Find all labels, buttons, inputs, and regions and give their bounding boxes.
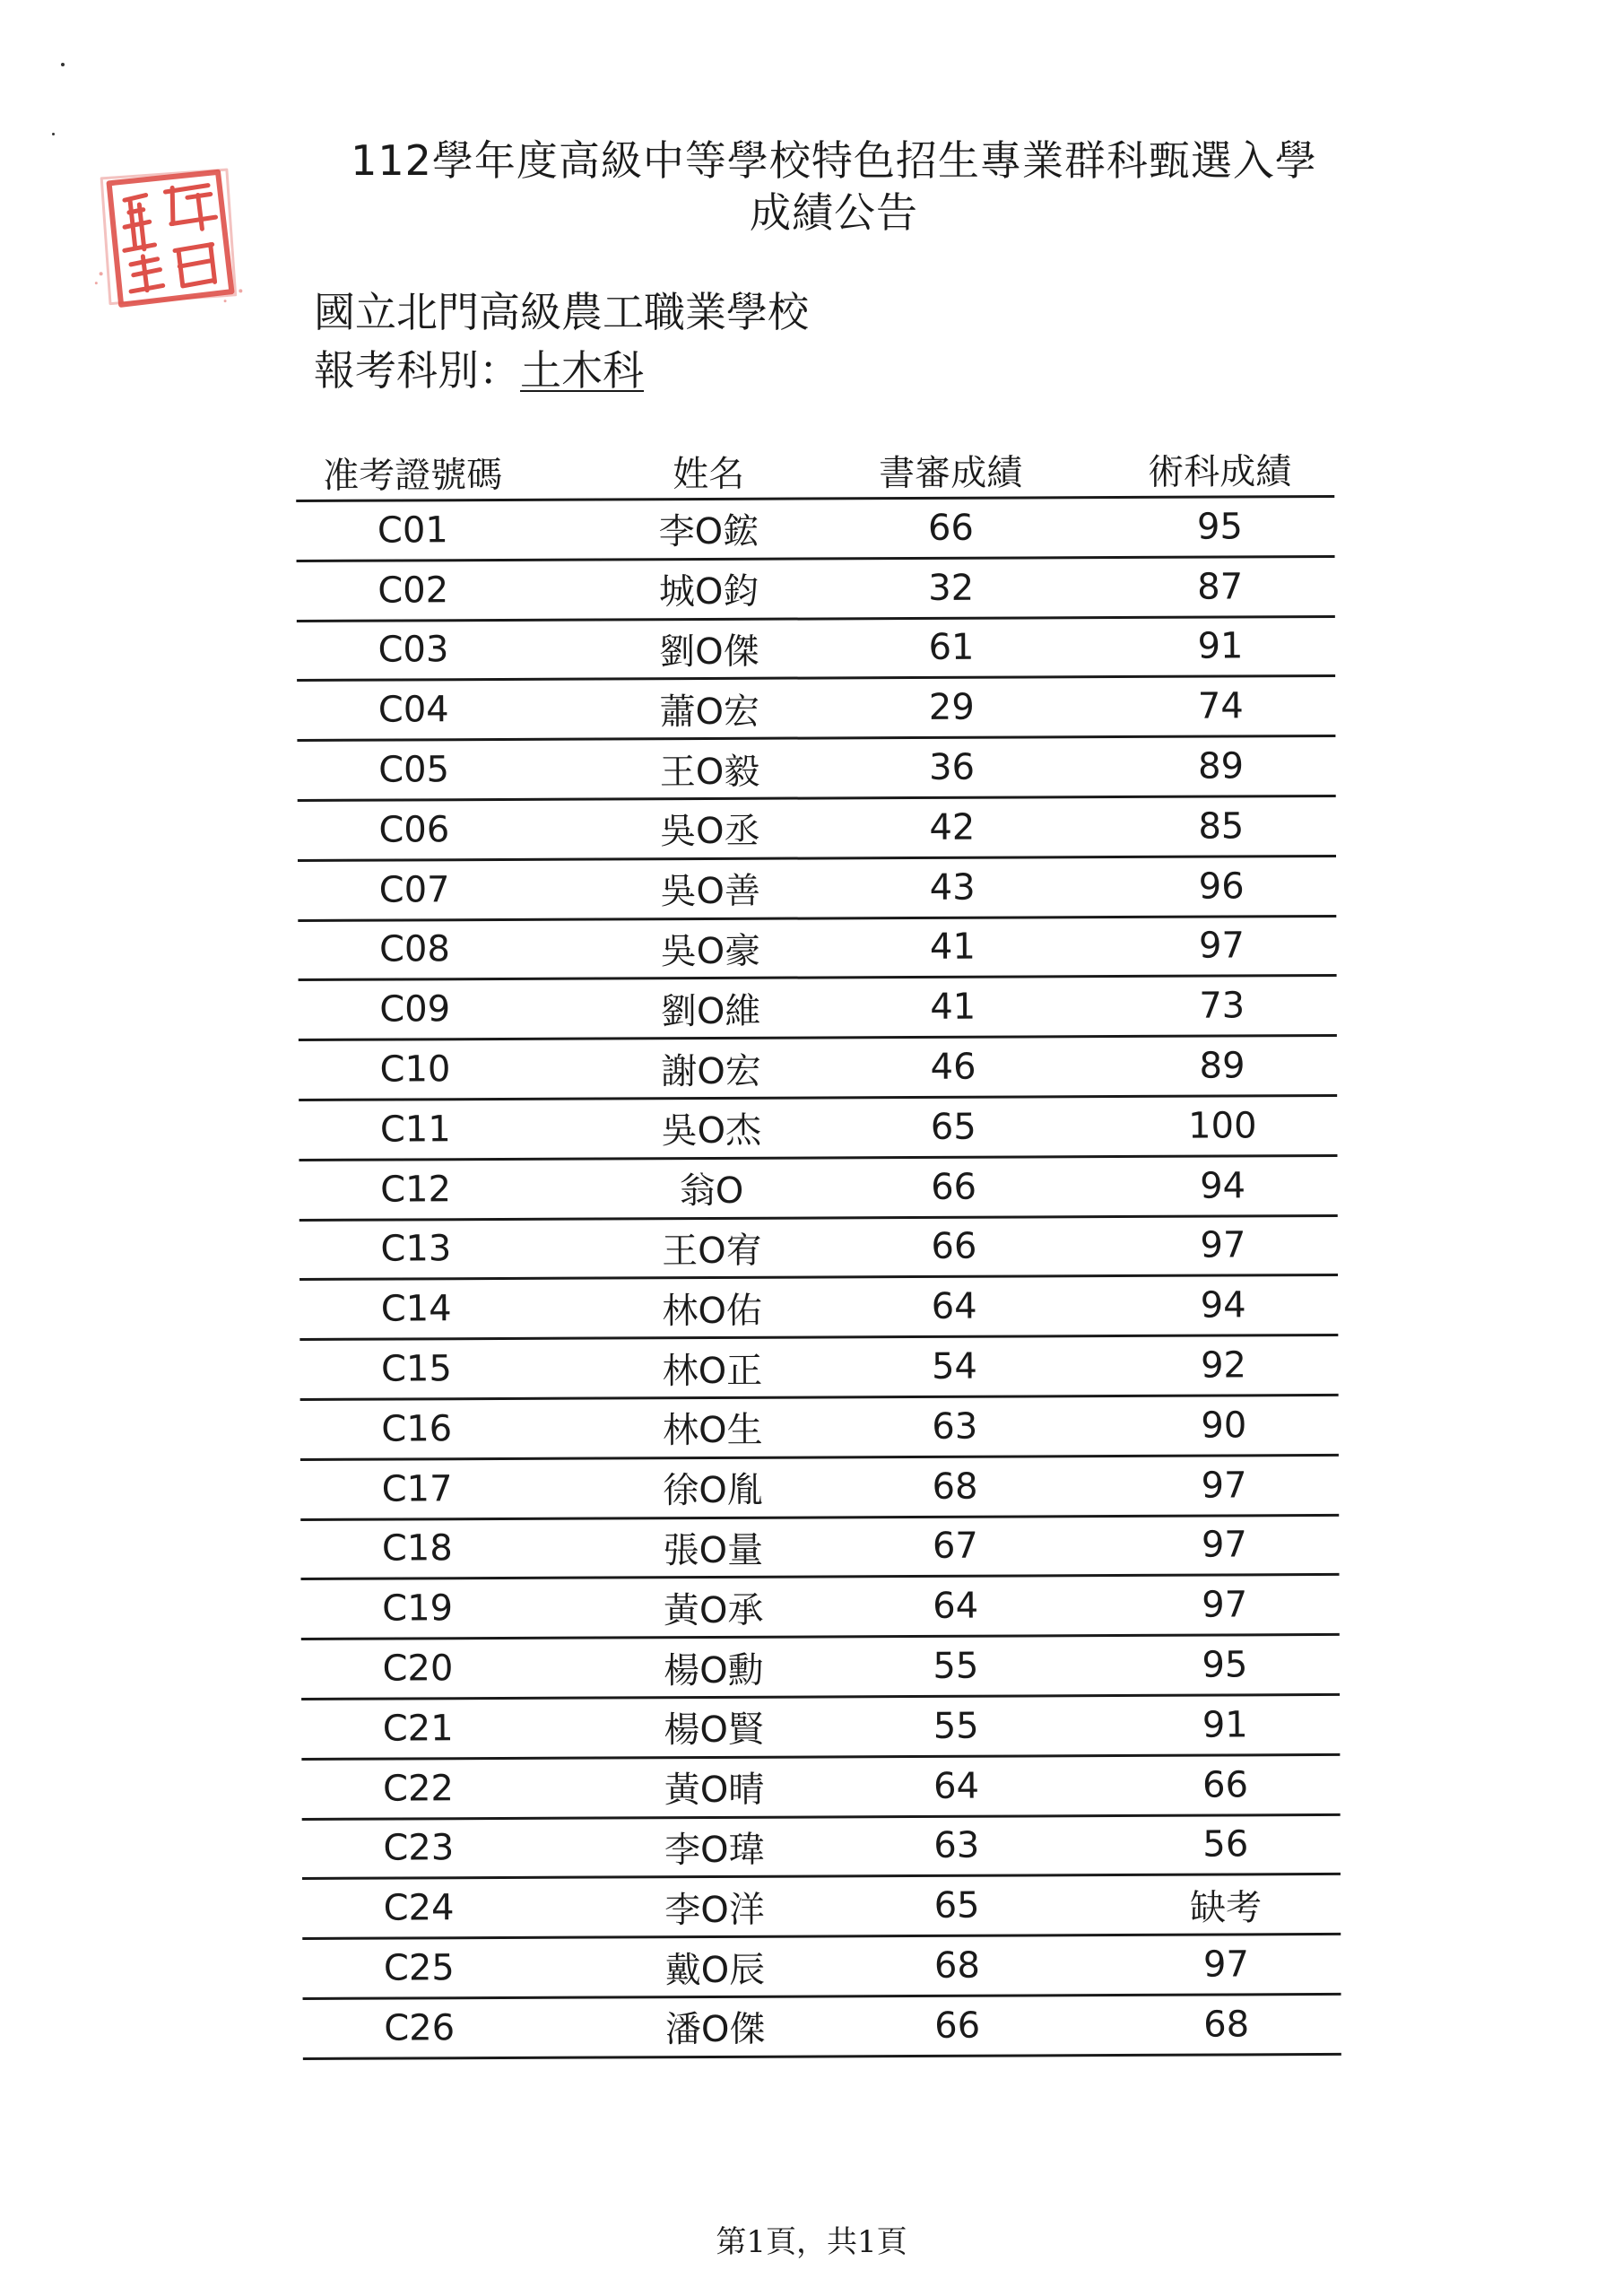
exam-number-cell: C19 [382, 1587, 454, 1630]
skill-score-cell: 92 [1200, 1344, 1247, 1387]
student-name-cell: 城O鈞 [658, 570, 759, 613]
skill-score-cell: 97 [1198, 925, 1245, 968]
student-name-cell: 王O毅 [659, 751, 760, 793]
table-header-row [296, 442, 1334, 502]
document-score-cell: 36 [929, 746, 976, 789]
document-score-cell: 61 [928, 627, 975, 669]
exam-number-cell: C05 [378, 749, 450, 791]
document-score-cell: 64 [933, 1765, 980, 1807]
student-name-cell: 吳O杰 [661, 1110, 762, 1152]
student-name-cell: 黃O承 [663, 1589, 764, 1631]
score-table [296, 442, 1341, 2060]
student-name-cell: 吳O丞 [660, 811, 760, 853]
header-exam-number: 准考證號碼 [323, 454, 503, 497]
title-line-1: 112學年度高級中等學校特色招生專業群科甄選入學 [351, 136, 1317, 185]
skill-score-cell: 97 [1202, 1944, 1249, 1986]
document-score-cell: 68 [932, 1465, 978, 1508]
department-label: 報考科別： [314, 346, 520, 395]
skill-score-cell: 97 [1200, 1224, 1246, 1267]
student-name-cell: 吳O豪 [660, 930, 761, 973]
table-row [301, 1756, 1340, 1821]
page-number-footer: 第1頁，共1頁 [716, 2224, 907, 2260]
table-row [299, 1097, 1337, 1161]
document-score-cell: 55 [933, 1705, 979, 1747]
exam-number-cell: C24 [383, 1887, 455, 1929]
skill-score-cell: 68 [1203, 2004, 1250, 2046]
document-score-cell: 43 [929, 866, 976, 909]
table-row [300, 1457, 1339, 1521]
student-name-cell: 謝O宏 [661, 1050, 761, 1092]
skill-score-cell: 89 [1198, 745, 1245, 787]
student-name-cell: 戴O辰 [664, 1949, 766, 1991]
student-name-cell: 吳O善 [660, 870, 761, 913]
student-name-cell: 翁O [679, 1170, 744, 1213]
table-row [298, 918, 1336, 982]
table-row [296, 498, 1334, 562]
table-row [297, 618, 1335, 683]
document-score-cell: 64 [931, 1285, 977, 1328]
exam-number-cell: C16 [381, 1408, 453, 1450]
exam-number-cell: C17 [381, 1467, 453, 1510]
document-score-cell: 29 [928, 686, 975, 729]
document-score-cell: 32 [928, 567, 975, 609]
document-score-cell: 46 [930, 1046, 976, 1088]
skill-score-cell: 85 [1198, 805, 1245, 848]
header-document-score: 書審成績 [879, 452, 1023, 495]
table-row [299, 1336, 1338, 1401]
skill-score-cell: 74 [1197, 685, 1244, 727]
exam-number-cell: C18 [381, 1527, 453, 1570]
skill-score-cell: 94 [1200, 1284, 1246, 1326]
skill-score-cell: 95 [1196, 506, 1243, 548]
exam-number-cell: C10 [379, 1048, 451, 1091]
table-row [299, 1217, 1338, 1282]
title-line-2: 成績公告 [750, 188, 918, 237]
table-row [299, 1157, 1337, 1222]
exam-number-cell: C04 [378, 689, 449, 731]
exam-number-cell: C02 [378, 569, 449, 612]
table-row [298, 857, 1336, 922]
table-row [302, 1935, 1341, 2000]
table-row [302, 1875, 1341, 1940]
exam-number-cell: C26 [384, 2007, 456, 2049]
skill-score-cell: 89 [1199, 1045, 1245, 1087]
student-name-cell: 潘O傑 [664, 2009, 766, 2051]
student-name-cell: 楊O勳 [664, 1649, 764, 1692]
student-name-cell: 王O宥 [662, 1230, 762, 1273]
skill-score-cell: 95 [1202, 1644, 1248, 1686]
document-score-cell: 66 [927, 507, 974, 549]
table-row [298, 797, 1336, 862]
student-name-cell: 劉O維 [660, 990, 761, 1032]
skill-score-cell: 87 [1197, 566, 1244, 608]
document-score-cell: 64 [933, 1585, 979, 1628]
exam-number-cell: C01 [377, 509, 448, 552]
student-name-cell: 楊O賢 [664, 1709, 765, 1752]
student-name-cell: 徐O胤 [663, 1469, 763, 1512]
student-name-cell: 黃O晴 [664, 1769, 765, 1812]
official-seal-stamp [81, 156, 252, 319]
document-score-cell: 65 [930, 1106, 976, 1148]
department-line [314, 345, 644, 396]
skill-score-cell: 56 [1202, 1823, 1249, 1866]
skill-score-cell: 91 [1197, 625, 1244, 668]
exam-number-cell: C08 [378, 928, 450, 971]
table-row [301, 1696, 1340, 1761]
skill-score-cell: 66 [1202, 1764, 1249, 1806]
student-name-cell: 蕭O宏 [659, 691, 760, 734]
table-row [299, 1276, 1338, 1341]
student-name-cell: 林O生 [662, 1410, 763, 1452]
document-score-cell: 67 [932, 1526, 978, 1568]
skill-score-cell: 96 [1198, 865, 1245, 908]
skill-score-cell: 97 [1201, 1524, 1247, 1567]
table-row [297, 737, 1335, 802]
document-title [296, 135, 1372, 239]
skill-score-cell: 100 [1188, 1105, 1257, 1147]
skill-score-cell: 缺考 [1190, 1887, 1263, 1929]
document-score-cell: 65 [933, 1884, 980, 1927]
document-score-cell: 54 [931, 1345, 978, 1387]
skill-score-cell: 73 [1199, 985, 1245, 1027]
student-name-cell: 李O洋 [664, 1889, 765, 1931]
exam-number-cell: C21 [382, 1708, 454, 1750]
student-name-cell: 李O瑋 [664, 1829, 765, 1872]
document-score-cell: 63 [932, 1405, 978, 1448]
exam-number-cell: C20 [382, 1648, 454, 1690]
table-row [303, 1996, 1341, 2060]
skill-score-cell: 94 [1200, 1165, 1246, 1207]
school-name: 國立北門高級農工職業學校 [314, 288, 809, 336]
document-score-cell: 41 [930, 986, 976, 1029]
table-row [301, 1636, 1340, 1700]
scan-speck [61, 63, 65, 66]
table-row [300, 1516, 1339, 1580]
exam-number-cell: C06 [378, 809, 450, 851]
student-name-cell: 林O佑 [662, 1290, 763, 1332]
skill-score-cell: 90 [1201, 1405, 1247, 1447]
exam-number-cell: C07 [378, 868, 450, 911]
exam-number-cell: C15 [380, 1348, 452, 1390]
document-score-cell: 68 [933, 1944, 980, 1987]
student-name-cell: 劉O傑 [659, 631, 759, 674]
table-row [297, 677, 1335, 742]
header-skill-score: 術科成績 [1148, 451, 1292, 493]
document-score-cell: 66 [934, 2005, 981, 2047]
exam-number-cell: C03 [378, 629, 449, 672]
table-row [297, 558, 1335, 622]
student-name-cell: 林O正 [662, 1350, 763, 1392]
table-row [299, 1037, 1337, 1101]
skill-score-cell: 97 [1201, 1465, 1247, 1507]
table-row [299, 977, 1337, 1041]
exam-number-cell: C14 [380, 1288, 452, 1330]
document-score-cell: 41 [929, 926, 976, 969]
student-name-cell: 李O鋐 [658, 511, 759, 553]
header-name: 姓名 [673, 453, 745, 496]
exam-number-cell: C09 [379, 988, 451, 1031]
exam-number-cell: C12 [380, 1168, 452, 1211]
exam-number-cell: C13 [380, 1228, 452, 1271]
document-score-cell: 42 [929, 806, 976, 848]
table-body [296, 498, 1341, 2060]
exam-number-cell: C22 [383, 1767, 455, 1810]
exam-number-cell: C23 [383, 1827, 455, 1870]
skill-score-cell: 91 [1202, 1704, 1248, 1746]
exam-number-cell: C25 [383, 1947, 455, 1989]
document-score-cell: 55 [933, 1645, 979, 1687]
document-score-cell: 66 [931, 1226, 977, 1268]
table-row [301, 1576, 1340, 1640]
scan-speck [52, 133, 55, 135]
table-row [300, 1396, 1339, 1461]
exam-number-cell: C11 [379, 1109, 451, 1151]
document-score-cell: 63 [933, 1825, 980, 1867]
document-score-cell: 66 [931, 1166, 977, 1208]
department-value: 土木科 [520, 346, 644, 395]
student-name-cell: 張O量 [663, 1529, 764, 1572]
seal-icon [81, 156, 252, 319]
table-row [302, 1815, 1341, 1880]
skill-score-cell: 97 [1202, 1584, 1248, 1626]
